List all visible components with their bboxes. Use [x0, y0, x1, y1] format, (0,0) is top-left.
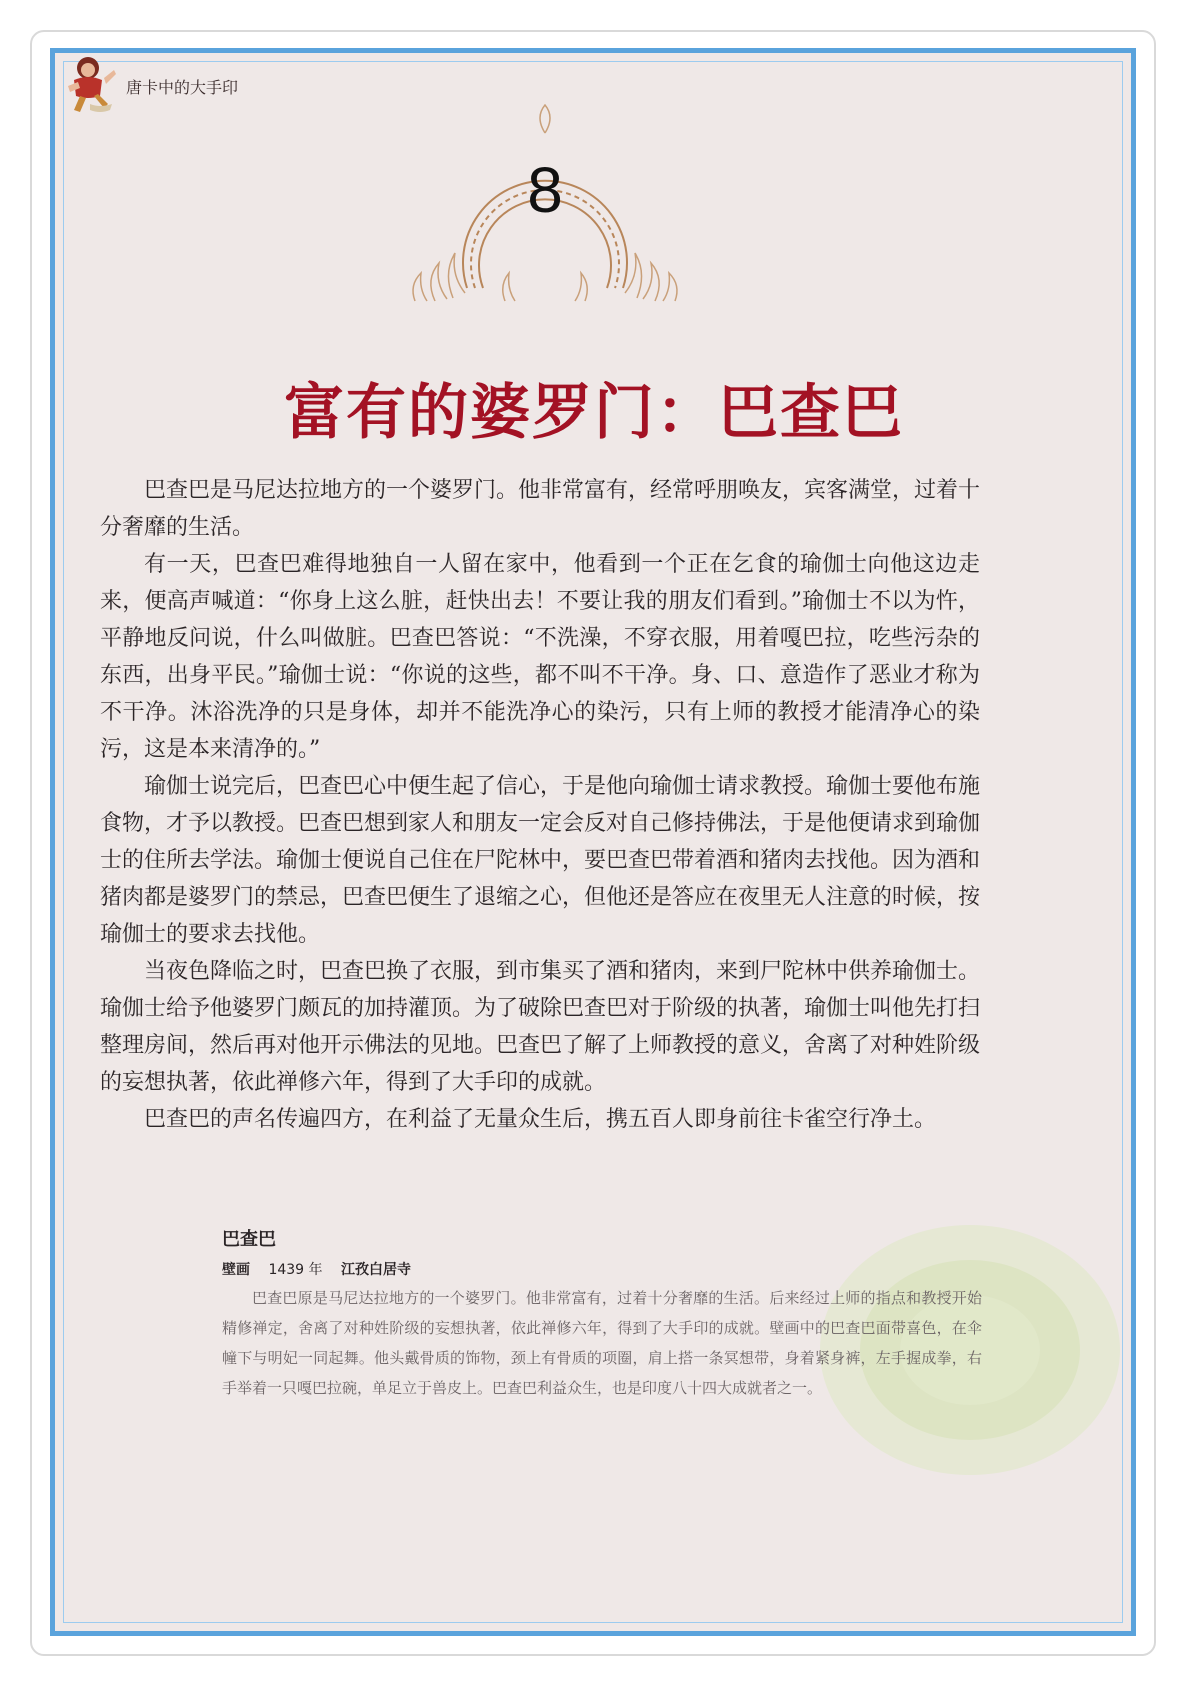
body-paragraph: 有一天，巴查巴难得地独自一人留在家中，他看到一个正在乞食的瑜伽士向他这边走来，便高声喊道：“你身上这么脏，赶快出去！不要让我的朋友们看到。”瑜伽士不以为忤，平静地反问说，什么叫做脏。巴查巴答说：“不洗澡，不穿衣服，用着嘎巴拉，吃些污杂的东西，出身平民。”瑜伽士说：“你说的这些，都不叫不干净。身、口、意造作了恶业才称为不干净。沐浴洗净的只是身体，却并不能洗净心的染污，只有上师的教授才能清净心的染污，这是本来清净的。” — [100, 552, 980, 762]
caption-medium: 壁画 — [222, 1262, 250, 1278]
chapter-number: 8 — [527, 154, 563, 226]
image-caption — [222, 1225, 982, 1403]
chapter-title: 富有的婆罗门：巴查巴 — [284, 378, 904, 448]
dancing-deity-icon — [60, 50, 120, 116]
body-text — [100, 472, 980, 1138]
chapter-emblem — [395, 103, 695, 303]
caption-location: 江孜白居寺 — [341, 1262, 411, 1278]
body-paragraph: 巴查巴是马尼达拉地方的一个婆罗门。他非常富有，经常呼朋唤友，宾客满堂，过着十分奢靡的生活。 — [100, 478, 981, 540]
caption-title: 巴查巴 — [222, 1229, 276, 1250]
body-paragraph: 当夜色降临之时，巴查巴换了衣服，到市集买了酒和猪肉，来到尸陀林中供养瑜伽士。瑜伽士给予他婆罗门颇瓦的加持灌顶。为了破除巴查巴对于阶级的执著，瑜伽士叫他先打扫整理房间，然后再对他开示佛法的见地。巴查巴了解了上师教授的意义，舍离了对种姓阶级的妄想执著，依此禅修六年，得到了大手印的成就。 — [100, 959, 981, 1095]
caption-year: 1439 年 — [268, 1262, 323, 1278]
caption-meta — [222, 1259, 982, 1279]
body-paragraph: 巴查巴的声名传遍四方，在利益了无量众生后，携五百人即身前往卡雀空行净土。 — [144, 1107, 937, 1132]
running-header-title: 唐卡中的大手印 — [126, 77, 239, 97]
caption-text: 巴查巴原是马尼达拉地方的一个婆罗门。他非常富有，过着十分奢靡的生活。后来经过上师的指点和教授开始精修禅定，舍离了对种姓阶级的妄想执著，依此禅修六年，得到了大手印的成就。壁画中的巴查巴面带喜色，在伞幢下与明妃一同起舞。他头戴骨质的饰物，颈上有骨质的项圈，肩上搭一条冥想带，身着紧身裤，左手握成拳，右手举着一只嘎巴拉碗，单足立于兽皮上。巴查巴利益众生，也是印度八十四大成就者之一。 — [222, 1289, 982, 1397]
body-paragraph: 瑜伽士说完后，巴查巴心中便生起了信心，于是他向瑜伽士请求教授。瑜伽士要他布施食物，才予以教授。巴查巴想到家人和朋友一定会反对自己修持佛法，于是他便请求到瑜伽士的住所去学法。瑜伽士便说自己住在尸陀林中，要巴查巴带着酒和猪肉去找他。因为酒和猪肉都是婆罗门的禁忌，巴查巴便生了退缩之心，但他还是答应在夜里无人注意的时候，按瑜伽士的要求去找他。 — [100, 774, 981, 947]
running-header — [60, 50, 238, 116]
